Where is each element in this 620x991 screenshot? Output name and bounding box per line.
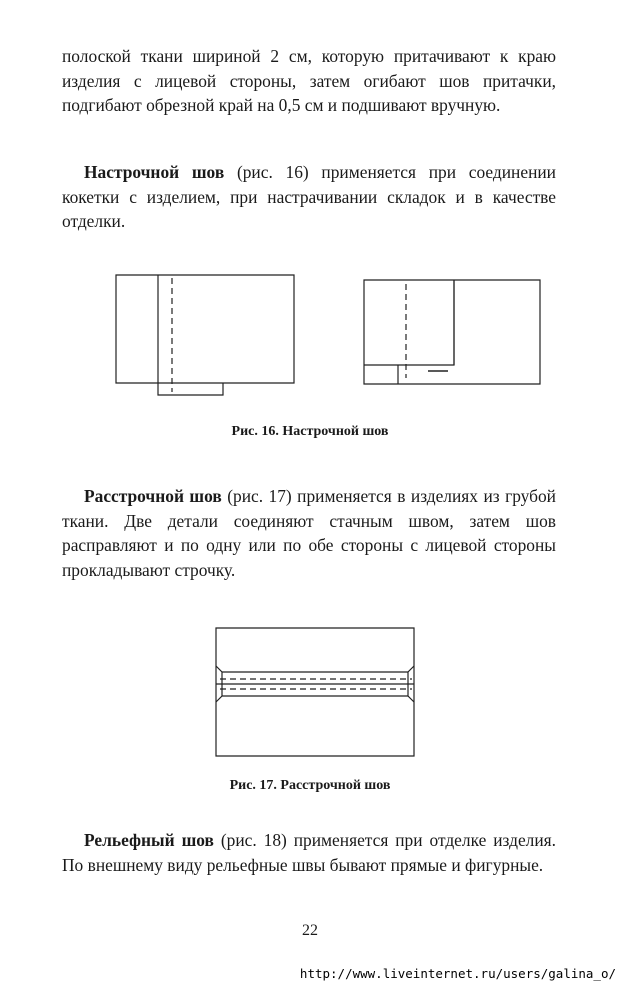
page-number: 22 bbox=[302, 922, 318, 939]
term-nastrochnoy: Настрочной шов bbox=[84, 162, 225, 182]
figure-16-caption: Рис. 16. Настрочной шов bbox=[231, 424, 389, 439]
paragraph-intro-continuation: полоской ткани шириной 2 см, которую притачивают к краю изделия с лицевой стороны, затем огибают шов притачки, подгибают обрезной край на 0,5 см и подшивают вручную. bbox=[62, 46, 556, 115]
fig16-left-bottom-piece bbox=[158, 275, 223, 395]
paragraph-nastrochnoy bbox=[62, 160, 556, 234]
fig16-right-top-piece bbox=[364, 280, 540, 384]
figure-16-diagram bbox=[110, 270, 550, 400]
figure-17-diagram bbox=[212, 624, 418, 764]
paragraph-rasstrochnoy bbox=[62, 484, 556, 582]
fig17-fabric-outline bbox=[216, 628, 414, 756]
paragraph-relefny-text: (рис. 18) применяется при отделке изделия. По внешнему виду рельефные швы бывают прямые и фигурные. bbox=[62, 830, 556, 875]
paragraph-relefny bbox=[62, 828, 556, 877]
paragraph-rasstrochnoy-text: (рис. 17) применяется в изделиях из грубой ткани. Две детали соединяют стачным швом, затем шов расправляют и по одну или по обе стороны с лицевой стороны прокладывают строчку. bbox=[62, 486, 556, 580]
fig16-left-top-piece bbox=[116, 275, 294, 383]
fig16-right-upper-piece bbox=[364, 280, 454, 365]
paragraph-nastrochnoy-text: (рис. 16) применяется при соединении кокетки с изделием, при настрачивании складок и в качестве отделки. bbox=[62, 162, 556, 231]
watermark-url: http://www.liveinternet.ru/users/galina_o/ bbox=[299, 966, 616, 981]
term-rasstrochnoy: Расстрочной шов bbox=[84, 486, 222, 506]
term-relefny: Рельефный шов bbox=[84, 830, 214, 850]
figure-17-caption: Рис. 17. Расстрочной шов bbox=[229, 778, 391, 793]
